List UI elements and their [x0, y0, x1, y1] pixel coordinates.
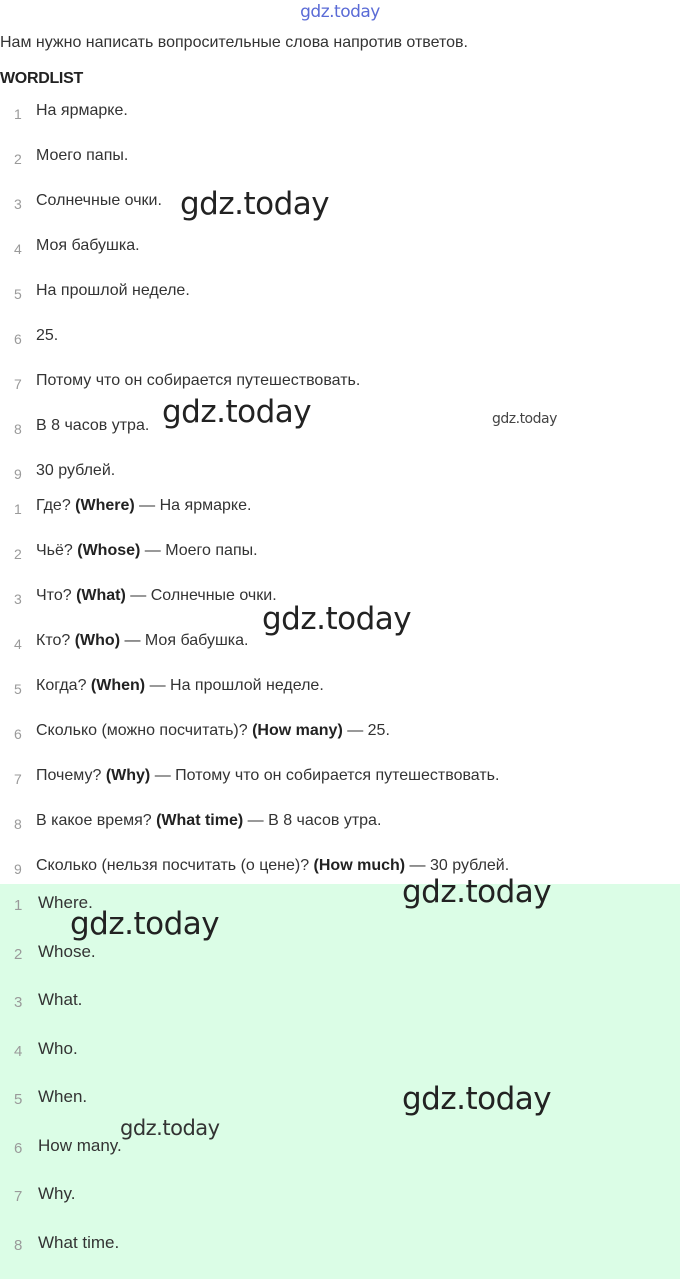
item-number: 3	[0, 192, 36, 212]
item-number: 1	[0, 102, 36, 122]
questions-list	[0, 497, 509, 902]
item-number: 4	[0, 632, 36, 652]
item-text: Why.	[38, 1184, 75, 1204]
item-number: 6	[0, 327, 36, 347]
list-item	[0, 942, 122, 991]
question-word: (How much)	[314, 857, 406, 874]
item-number: 2	[0, 147, 36, 167]
question-word: (Who)	[75, 632, 120, 649]
question-word: (When)	[91, 677, 145, 694]
list-item	[0, 990, 122, 1039]
question-line: В какое время? (What time) — В 8 часов утра.	[36, 812, 381, 830]
list-item	[0, 677, 509, 722]
item-text: When.	[38, 1087, 87, 1107]
item-number: 7	[0, 372, 36, 392]
item-number: 8	[0, 812, 36, 832]
item-text: What time.	[38, 1233, 119, 1253]
list-item	[0, 587, 509, 632]
question-word: (Whose)	[77, 542, 140, 559]
item-number: 3	[0, 990, 38, 1011]
final-answers-list	[0, 893, 122, 1281]
item-number: 6	[0, 1136, 38, 1157]
item-number: 8	[0, 1233, 38, 1254]
item-text: Моя бабушка.	[36, 237, 140, 255]
item-text: 25.	[36, 327, 58, 345]
watermark: gdz.today	[162, 394, 311, 430]
list-item	[0, 812, 509, 857]
item-number: 5	[0, 1087, 38, 1108]
question-line: Когда? (When) — На прошлой неделе.	[36, 677, 324, 695]
list-item	[0, 1184, 122, 1233]
question-line: Кто? (Who) — Моя бабушка.	[36, 632, 248, 650]
list-item	[0, 767, 509, 812]
list-item	[0, 722, 509, 767]
item-number: 9	[0, 857, 36, 877]
question-line: Где? (Where) — На ярмарке.	[36, 497, 251, 515]
item-text: Where.	[38, 893, 93, 913]
item-text: How many.	[38, 1136, 122, 1156]
question-line: Сколько (можно посчитать)? (How many) — 25.	[36, 722, 390, 740]
item-number: 9	[0, 462, 36, 482]
item-text: Who.	[38, 1039, 78, 1059]
question-line: Сколько (нельзя посчитать (о цене)? (How much) — 30 рублей.	[36, 857, 509, 875]
item-number: 5	[0, 282, 36, 302]
item-number: 1	[0, 497, 36, 517]
list-item	[0, 1039, 122, 1088]
watermark: gdz.today	[70, 906, 219, 942]
list-item	[0, 632, 509, 677]
item-text: Моего папы.	[36, 147, 128, 165]
item-number: 6	[0, 722, 36, 742]
list-item	[0, 542, 509, 587]
question-line: Что? (What) — Солнечные очки.	[36, 587, 277, 605]
watermark: gdz.today	[262, 601, 411, 637]
item-text: What.	[38, 990, 82, 1010]
list-item	[0, 237, 360, 282]
list-item	[0, 1087, 122, 1136]
item-number: 1	[0, 893, 38, 914]
list-item	[0, 102, 360, 147]
item-text: На прошлой неделе.	[36, 282, 190, 300]
item-text: Потому что он собирается путешествовать.	[36, 372, 360, 390]
item-text: Солнечные очки.	[36, 192, 162, 210]
list-item	[0, 497, 509, 542]
item-number: 5	[0, 677, 36, 697]
answers-list	[0, 102, 360, 507]
item-text: На ярмарке.	[36, 102, 128, 120]
list-item	[0, 282, 360, 327]
question-word: (What time)	[156, 812, 243, 829]
item-text: Whose.	[38, 942, 96, 962]
item-number: 2	[0, 542, 36, 562]
question-word: (Where)	[75, 497, 135, 514]
list-item	[0, 327, 360, 372]
item-number: 4	[0, 1039, 38, 1060]
intro-text: Нам нужно написать вопросительные слова напротив ответов.	[0, 34, 468, 52]
watermark: gdz.today	[402, 1081, 551, 1117]
list-item	[0, 1233, 122, 1281]
question-word: (How many)	[252, 722, 343, 739]
item-number: 4	[0, 237, 36, 257]
watermark: gdz.today	[492, 411, 557, 427]
item-number: 3	[0, 587, 36, 607]
question-line: Почему? (Why) — Потому что он собирается путешествовать.	[36, 767, 499, 785]
site-logo: gdz.today	[0, 2, 680, 22]
wordlist-heading: WORDLIST	[0, 70, 83, 88]
watermark: gdz.today	[120, 1116, 220, 1140]
watermark: gdz.today	[180, 186, 329, 222]
list-item	[0, 1136, 122, 1185]
question-line: Чьё? (Whose) — Моего папы.	[36, 542, 258, 560]
question-word: (Why)	[106, 767, 150, 784]
item-text: 30 рублей.	[36, 462, 115, 480]
watermark: gdz.today	[402, 874, 551, 910]
item-number: 8	[0, 417, 36, 437]
item-number: 7	[0, 767, 36, 787]
item-number: 7	[0, 1184, 38, 1205]
question-word: (What)	[76, 587, 126, 604]
item-number: 2	[0, 942, 38, 963]
item-text: В 8 часов утра.	[36, 417, 149, 435]
